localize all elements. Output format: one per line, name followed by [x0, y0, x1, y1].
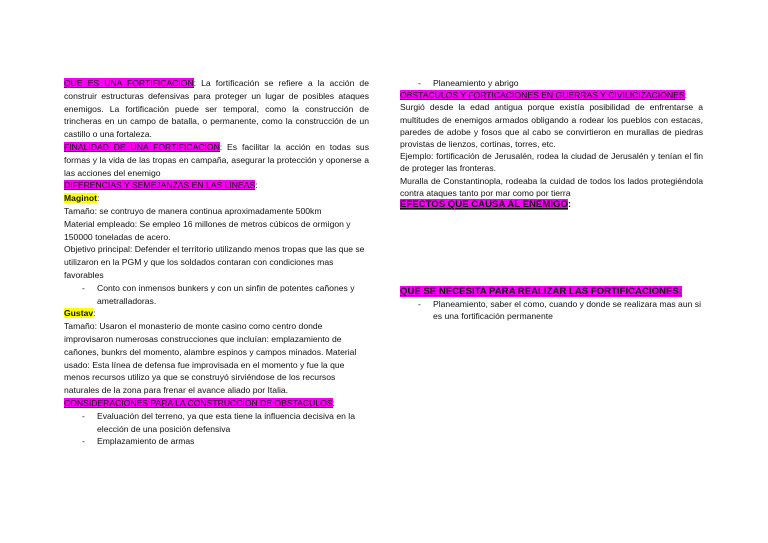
text-purpose: : Es facilitar la acción en todas sus formas y la vida de las tropas en campaña, asegurar la protección y oponerse a las acciones del enemigo — [64, 141, 370, 178]
heading-history: OBSTACULOS Y FORTICACIONES EN GUERRAS Y CIVILICIZACIONES — [400, 90, 685, 101]
heading-what-is-fortification: QUE ES UNA FORTIFICACION — [64, 78, 194, 88]
section-purpose — [64, 141, 369, 179]
colon: : — [332, 397, 335, 408]
heading-purpose: FINALIDAD DE UNA FORTIFICACION — [64, 141, 220, 152]
section-differences — [64, 179, 369, 192]
gustav-text: Tamaño: Usaron el monasterio de monte casino como centro donde improvisaron numerosas construcciones que incluían: emplazamiento de cañones, bunkrs del momento, alambre espinos y campos minados. Material usado: Esta línea de defensa fue improvisada en el momento y fue la que menos recursos utilizo ya que se construyó sirviéndose de los recursos naturales de la zona para frenar el avance aliado por Italia. — [64, 321, 357, 396]
colon: : — [567, 199, 572, 211]
section-history — [400, 89, 703, 101]
maginot-title — [64, 192, 369, 205]
planning-bullet-text: Planeamiento y abrigo — [433, 78, 519, 88]
section-effects — [400, 199, 703, 211]
colon: : — [255, 180, 258, 191]
history-example-1: Ejemplo: fortificación de Jerusalén, rodea la ciudad de Jerusalén y tenían el fin de proteger las fronteras. — [400, 151, 703, 174]
colon: : — [96, 193, 100, 204]
heading-differences: DIFERENCIAS Y SEMEJANZAS EN LAS LINEAS — [64, 180, 256, 191]
maginot-line-2: Material empleado: Se empleo 16 millones de metros cúbicos de ormigon y 150000 toneladas de acero. — [64, 218, 351, 242]
considerations-bullet-2-text: Emplazamiento de armas — [97, 436, 195, 447]
dash-bullet: - — [82, 436, 85, 447]
dash-bullet: - — [418, 299, 421, 310]
maginot-line-1: Tamaño: se contruyo de manera continua aproximadamente 500km — [64, 205, 322, 216]
text-what-is-fortification: : La fortificación se refiere a la acción de construir estructuras defensivas para proteger un lugar de posibles ataques enemigos. La fortificación puede ser temporal, como la construcción de trincheras en un campo de batalla, o permanente, como la construcción de un castillo o una fortaleza. — [64, 78, 369, 140]
gustav-title — [64, 307, 369, 320]
maginot-label: Maginot — [64, 193, 97, 204]
heading-effects: EFECTOS QUE CAUSA AL ENEMIGO — [400, 199, 568, 211]
section-what-is-fortification — [64, 77, 369, 141]
maginot-line-3: Objetivo principal: Defender el territorio utilizando menos tropas que las que se utilizaron en la PGM y que los soldados contaran con condiciones mas favorables — [64, 244, 365, 280]
dash-bullet: - — [82, 410, 85, 421]
colon: : — [93, 308, 96, 319]
considerations-bullet-1-text: Evaluación del terreno, ya que esta tiene la influencia decisiva en la elección de una posición defensiva — [97, 410, 355, 434]
section-considerations — [64, 397, 369, 410]
heading-requirements: QUE SE NECESITA PARA REALIZAR LAS FORTIFICACIONES: — [400, 286, 682, 298]
history-example-2: Muralla de Constantinopla, rodeaba la cuidad de todos los lados protegiéndola contra ataques tanto por mar como por tierra — [400, 175, 703, 198]
considerations-bullet-1 — [82, 410, 369, 436]
requirements-bullet-text: Planeamiento, saber el como, cuando y donde se realizara mas aun si es una fortificación permanente — [433, 299, 701, 322]
right-column — [400, 77, 703, 322]
maginot-bullet — [82, 282, 369, 308]
dash-bullet: - — [418, 78, 421, 88]
planning-bullet — [418, 77, 703, 89]
dash-bullet: - — [82, 282, 85, 293]
colon: : — [684, 90, 688, 101]
history-text: Surgió desde la edad antigua porque existía posibilidad de enfrentarse a multitudes de enemigos armados obligando a rodear los pueblos con estacas, paredes de adobe y fosos que al cabo se convirtieron en murallas de piedras provistas de lienzos, cortinas, torres, etc. — [400, 102, 703, 150]
gustav-label: Gustav — [64, 308, 94, 319]
requirements-bullet — [418, 298, 703, 322]
maginot-bullet-text: Conto con inmensos bunkers y con un sinfin de potentes cañones y ametralladoras. — [97, 282, 355, 306]
section-requirements — [400, 286, 703, 298]
considerations-bullet-2 — [82, 435, 369, 448]
blank-space — [400, 211, 703, 286]
heading-considerations: CONSIDERACIONES PARA LA CONSTRUCCION DE OBSTACULOS — [64, 397, 333, 408]
left-column — [64, 77, 369, 448]
